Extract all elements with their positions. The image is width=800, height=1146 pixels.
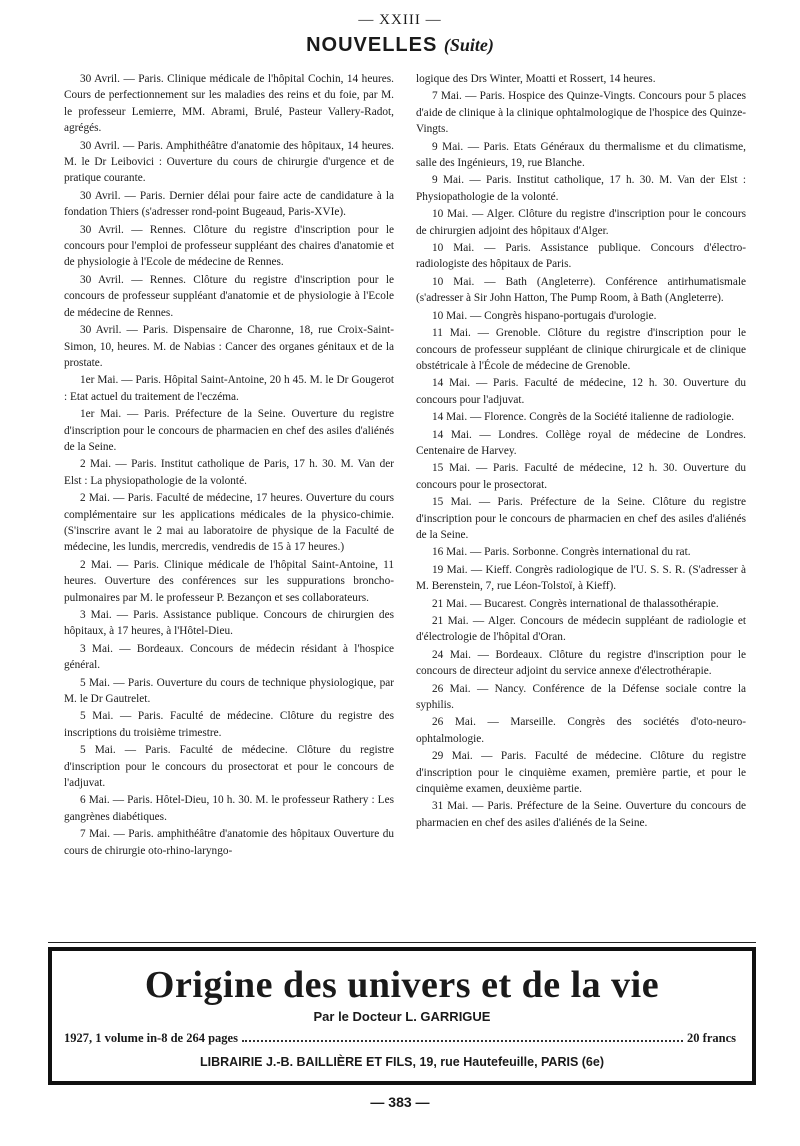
news-item: 30 Avril. — Rennes. Clôture du registre d'inscription pour le concours de professeur suppléant d'anatomie et de physiologie à l'Ecole de médecine de Rennes. <box>64 273 394 319</box>
news-item: 7 Mai. — Paris. amphithéâtre d'anatomie des hôpitaux Ouverture du cours de chirurgie oto-rhino-laryngo- <box>64 828 394 857</box>
left-column <box>64 71 394 860</box>
page-number-roman: — XXIII — <box>358 12 442 28</box>
news-item: 9 Mai. — Paris. Etats Généraux du thermalisme et du climatisme, salle des Ingénieurs, 19, rue Blanche. <box>416 140 746 170</box>
ad-author: Par le Docteur L. GARRIGUE <box>313 1009 491 1024</box>
news-item: 1er Mai. — Paris. Préfecture de la Seine. Ouverture du registre d'inscription pour le concours de pharmacien en chef des asiles d'aliénés de la Seine. <box>64 408 394 453</box>
news-item: 30 Avril. — Paris. Amphithéâtre d'anatomie des hôpitaux, 14 heures. M. le Dr Leibovici : Ouverture du cours de chirurgie d'urgence et de pratique courante. <box>64 139 394 185</box>
news-item: logique des Drs Winter, Moatti et Rossert, 14 heures. <box>416 73 656 85</box>
ad-edition-line <box>64 1031 736 1046</box>
news-item: 1er Mai. — Paris. Hôpital Saint-Antoine, 20 h 45. M. le Dr Gougerot : Etat actuel du traitement de l'eczéma. <box>64 374 394 403</box>
news-item: 15 Mai. — Paris. Faculté de médecine, 12 h. 30. Ouverture du concours pour le prosectorat. <box>416 462 746 491</box>
news-item: 14 Mai. — Florence. Congrès de la Société italienne de radiologie. <box>432 411 735 424</box>
news-item: 2 Mai. — Paris. Institut catholique de Paris, 17 h. 30. M. Van der Elst : La physiopathologie de la volonté. <box>64 458 394 487</box>
section-title-suffix: (Suite) <box>443 35 494 55</box>
page-number: — 383 — <box>370 1094 430 1110</box>
news-item: 5 Mai. — Paris. Ouverture du cours de technique physiologique, par M. le Dr Gautrelet. <box>64 676 394 706</box>
news-item: 21 Mai. — Alger. Concours de médecin suppléant de radiologie et d'électrologie de l'hôpital d'Oran. <box>416 615 746 644</box>
news-columns <box>64 71 744 941</box>
dot-leader <box>242 1040 683 1042</box>
news-item: 30 Avril. — Paris. Clinique médicale de l'hôpital Cochin, 14 heures. Cours de perfectionnement sur les maladies des reins et du foie, par M. le professeur Lemierre, MM. Abrami, Brulé, Pasteur Vallery-Radot, agrégés. <box>64 73 394 135</box>
ad-edition: 1927, 1 volume in-8 de 264 pages <box>64 1031 238 1045</box>
news-item: 2 Mai. — Paris. Faculté de médecine, 17 heures. Ouverture du cours complémentaire sur les applications médicales de la physico-chimie. (S'inscrire avant le 2 mai au laboratoire de physique de la Faculté de médecine, les lundis, mercredis, vendredis de 15 à 17 heures.) <box>64 492 394 554</box>
news-item: 19 Mai. — Kieff. Congrès radiologique de l'U. S. S. R. (S'adresser à M. Berenstein, 7, rue Léon-Tolstoï, à Kieff). <box>416 563 746 593</box>
news-item: 5 Mai. — Paris. Faculté de médecine. Clôture du registre des inscriptions du troisième trimestre. <box>64 710 394 739</box>
divider-rule <box>48 942 756 943</box>
news-item: 30 Avril. — Rennes. Clôture du registre d'inscription pour le concours pour l'emploi de professeur suppléant des chaires d'anatomie et de physiologie à l'Ecole de médecine de Rennes. <box>64 223 394 269</box>
news-item: 5 Mai. — Paris. Faculté de médecine. Clôture du registre d'inscription pour le concours du prosectorat et pour le concours de l'adjuvat. <box>64 744 394 790</box>
news-item: 3 Mai. — Bordeaux. Concours de médecin résidant à l'hospice général. <box>64 642 394 672</box>
ad-publisher: LIBRAIRIE J.-B. BAILLIÈRE ET FILS, 19, rue Hautefeuille, PARIS (6e) <box>200 1055 604 1069</box>
news-item: 26 Mai. — Marseille. Congrès des sociétés d'oto-neuro-ophtalmologie. <box>416 716 746 745</box>
news-item: 10 Mai. — Alger. Clôture du registre d'inscription pour le concours de chirurgien adjoint des hôpitaux d'Alger. <box>416 208 746 237</box>
news-item: 30 Avril. — Paris. Dernier délai pour faire acte de candidature à la fondation Thiers (s'adresser rond-point Bugeaud, Paris-XVIe). <box>64 189 394 219</box>
news-item: 15 Mai. — Paris. Préfecture de la Seine. Clôture du registre d'inscription pour le concours de pharmacien en chef des asiles d'aliénés de la Seine. <box>416 496 746 541</box>
news-item: 10 Mai. — Bath (Angleterre). Conférence antirhumatismale (s'adresser à Sir John Hatton, The Pump Room, à Bath (Angleterre). <box>416 275 746 305</box>
news-item: 9 Mai. — Paris. Institut catholique, 17 h. 30. M. Van der Elst : Physiopathologie de la volonté. <box>416 174 746 203</box>
news-item: 26 Mai. — Nancy. Conférence de la Défense sociale contre la syphilis. <box>416 682 746 712</box>
news-item: 29 Mai. — Paris. Faculté de médecine. Clôture du registre d'inscription pour le cinquième examen, première partie, et pour le cinquième examen, deuxième partie. <box>416 750 746 796</box>
news-item: 7 Mai. — Paris. Hospice des Quinze-Vingts. Concours pour 5 places d'aide de clinique à la clinique ophtalmologique de l'hospice des Quinze-Vingts. <box>416 90 746 136</box>
news-item: 10 Mai. — Paris. Assistance publique. Concours d'électro-radiologiste des hôpitaux de Paris. <box>416 242 746 271</box>
news-item: 31 Mai. — Paris. Préfecture de la Seine. Ouverture du concours de pharmacien en chef des asiles d'aliénés de la Seine. <box>416 800 746 829</box>
news-item: 14 Mai. — Paris. Faculté de médecine, 12 h. 30. Ouverture du concours pour l'adjuvat. <box>416 377 746 406</box>
right-column <box>416 71 746 832</box>
section-title-text: NOUVELLES <box>306 34 438 56</box>
news-item: 11 Mai. — Grenoble. Clôture du registre d'inscription pour le concours de professeur suppléant de clinique chirurgicale et de clinique obstétricale à l'École de médecine de Grenoble. <box>416 327 746 372</box>
ad-book-title: Origine des univers et de la vie <box>144 964 660 1006</box>
news-item: 10 Mai. — Congrès hispano-portugais d'urologie. <box>432 309 657 322</box>
news-item: 2 Mai. — Paris. Clinique médicale de l'hôpital Saint-Antoine, 11 heures. Ouverture des conférences sur les suppurations broncho-pulmonaires par M. le professeur P. Bezançon et ses collaborateurs. <box>64 558 394 604</box>
news-item: 16 Mai. — Paris. Sorbonne. Congrès international du rat. <box>432 546 691 559</box>
news-item: 24 Mai. — Bordeaux. Clôture du registre d'inscription pour le concours de directeur adjoint du service annexe d'électrothérapie. <box>416 648 746 678</box>
ad-price: 20 francs <box>687 1031 736 1045</box>
section-title <box>0 34 800 57</box>
book-advertisement <box>48 947 756 1085</box>
news-item: 3 Mai. — Paris. Assistance publique. Concours de chirurgien des hôpitaux, à 17 heures, à l'Hôtel-Dieu. <box>64 609 394 638</box>
news-item: 14 Mai. — Londres. Collège royal de médecine de Londres. Centenaire de Harvey. <box>416 428 746 457</box>
news-item: 30 Avril. — Paris. Dispensaire de Charonne, 18, rue Croix-Saint-Simon, 10, heures. M. de Nabias : Cancer des organes génitaux et de la prostate. <box>64 324 394 369</box>
news-item: 6 Mai. — Paris. Hôtel-Dieu, 10 h. 30. M. le professeur Rathery : Les gangrènes diabétiques. <box>64 794 394 823</box>
news-item: 21 Mai. — Bucarest. Congrès international de thalassothérapie. <box>432 597 719 610</box>
